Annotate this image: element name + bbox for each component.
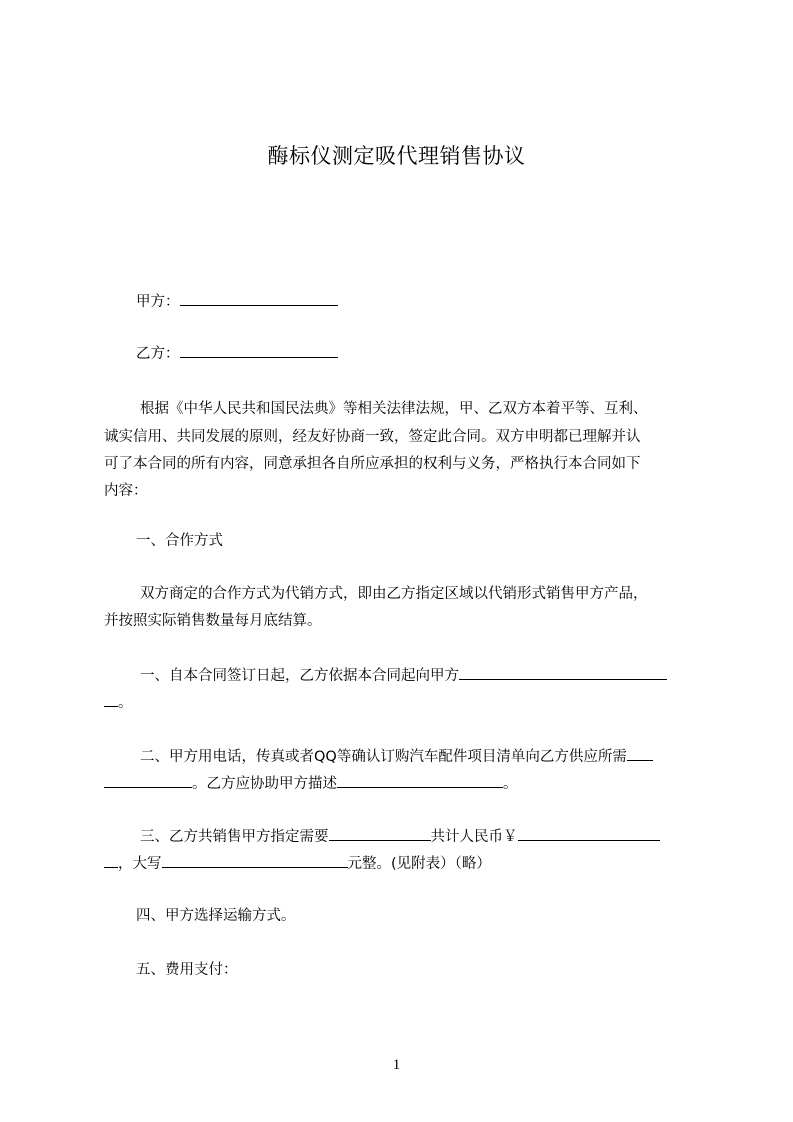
clause-1-line-1 xyxy=(140,664,740,687)
clause-3-blank-qty xyxy=(329,825,431,841)
section1-line-2: 并按照实际销售数量每月底结算。 xyxy=(104,613,322,629)
intro-line-1: 根据《中华人民共和国民法典》等相关法律法规，甲、乙双方本着平等、互利、 xyxy=(140,401,648,417)
intro-line-4: 内容： xyxy=(104,483,148,499)
clause-3-text-a: 三、乙方共销售甲方指定需要 xyxy=(140,829,329,845)
clause-2-blank-2 xyxy=(337,772,503,788)
clause-2-end: 。 xyxy=(503,776,518,792)
clause-2-mid: 。乙方应协助甲方描述 xyxy=(192,776,337,792)
clause-2-line-1 xyxy=(140,745,740,768)
party-b-line xyxy=(136,342,736,365)
page-number: 1 xyxy=(392,1057,401,1073)
clause-3-text-d: 元整。(见附表）（略） xyxy=(347,856,491,872)
clause-3-blank-capital xyxy=(162,852,348,868)
clause-2-text: 二、甲方用电话，传真或者QQ等确认订购汽车配件项目清单向乙方供应所需 xyxy=(140,749,627,765)
party-b-label: 乙方： xyxy=(136,346,180,362)
clause-4: 四、甲方选择运输方式。 xyxy=(136,908,296,924)
clause-3-blank-amount xyxy=(518,825,660,841)
clause-1-blank-cont xyxy=(104,691,118,707)
section-heading-cooperation: 一、合作方式 xyxy=(136,533,223,549)
clause-3-blank-amount-cont xyxy=(104,852,118,868)
document-title: 酶标仪测定吸代理销售协议 xyxy=(267,144,526,168)
clause-3-line-1 xyxy=(140,825,740,848)
party-b-blank xyxy=(180,342,338,358)
clause-3-text-b: 共计人民币￥ xyxy=(430,829,518,845)
intro-line-2: 诚实信用、共同发展的原则，经友好协商一致，签定此合同。双方申明都已理解并认 xyxy=(104,429,641,445)
clause-3-line-2 xyxy=(104,852,704,875)
party-a-label: 甲方： xyxy=(136,294,180,310)
clause-1-text: 一、自本合同签订日起，乙方依据本合同起向甲方 xyxy=(140,668,459,684)
clause-3-text-c: ，大写 xyxy=(118,856,162,872)
clause-2-blank-1-cont xyxy=(104,772,192,788)
clause-1-line-2 xyxy=(104,691,704,714)
clause-2-blank-1 xyxy=(627,745,653,761)
intro-line-3: 可了本合同的所有内容，同意承担各自所应承担的权利与义务，严格执行本合同如下 xyxy=(104,456,641,472)
section1-line-1: 双方商定的合作方式为代销方式，即由乙方指定区域以代销形式销售甲方产品， xyxy=(140,586,648,602)
party-a-blank xyxy=(180,290,338,306)
clause-1-end: 。 xyxy=(118,695,133,711)
clause-5: 五、费用支付： xyxy=(136,962,238,978)
clause-1-blank xyxy=(459,664,667,680)
clause-2-line-2 xyxy=(104,772,704,795)
party-a-line xyxy=(136,290,736,313)
